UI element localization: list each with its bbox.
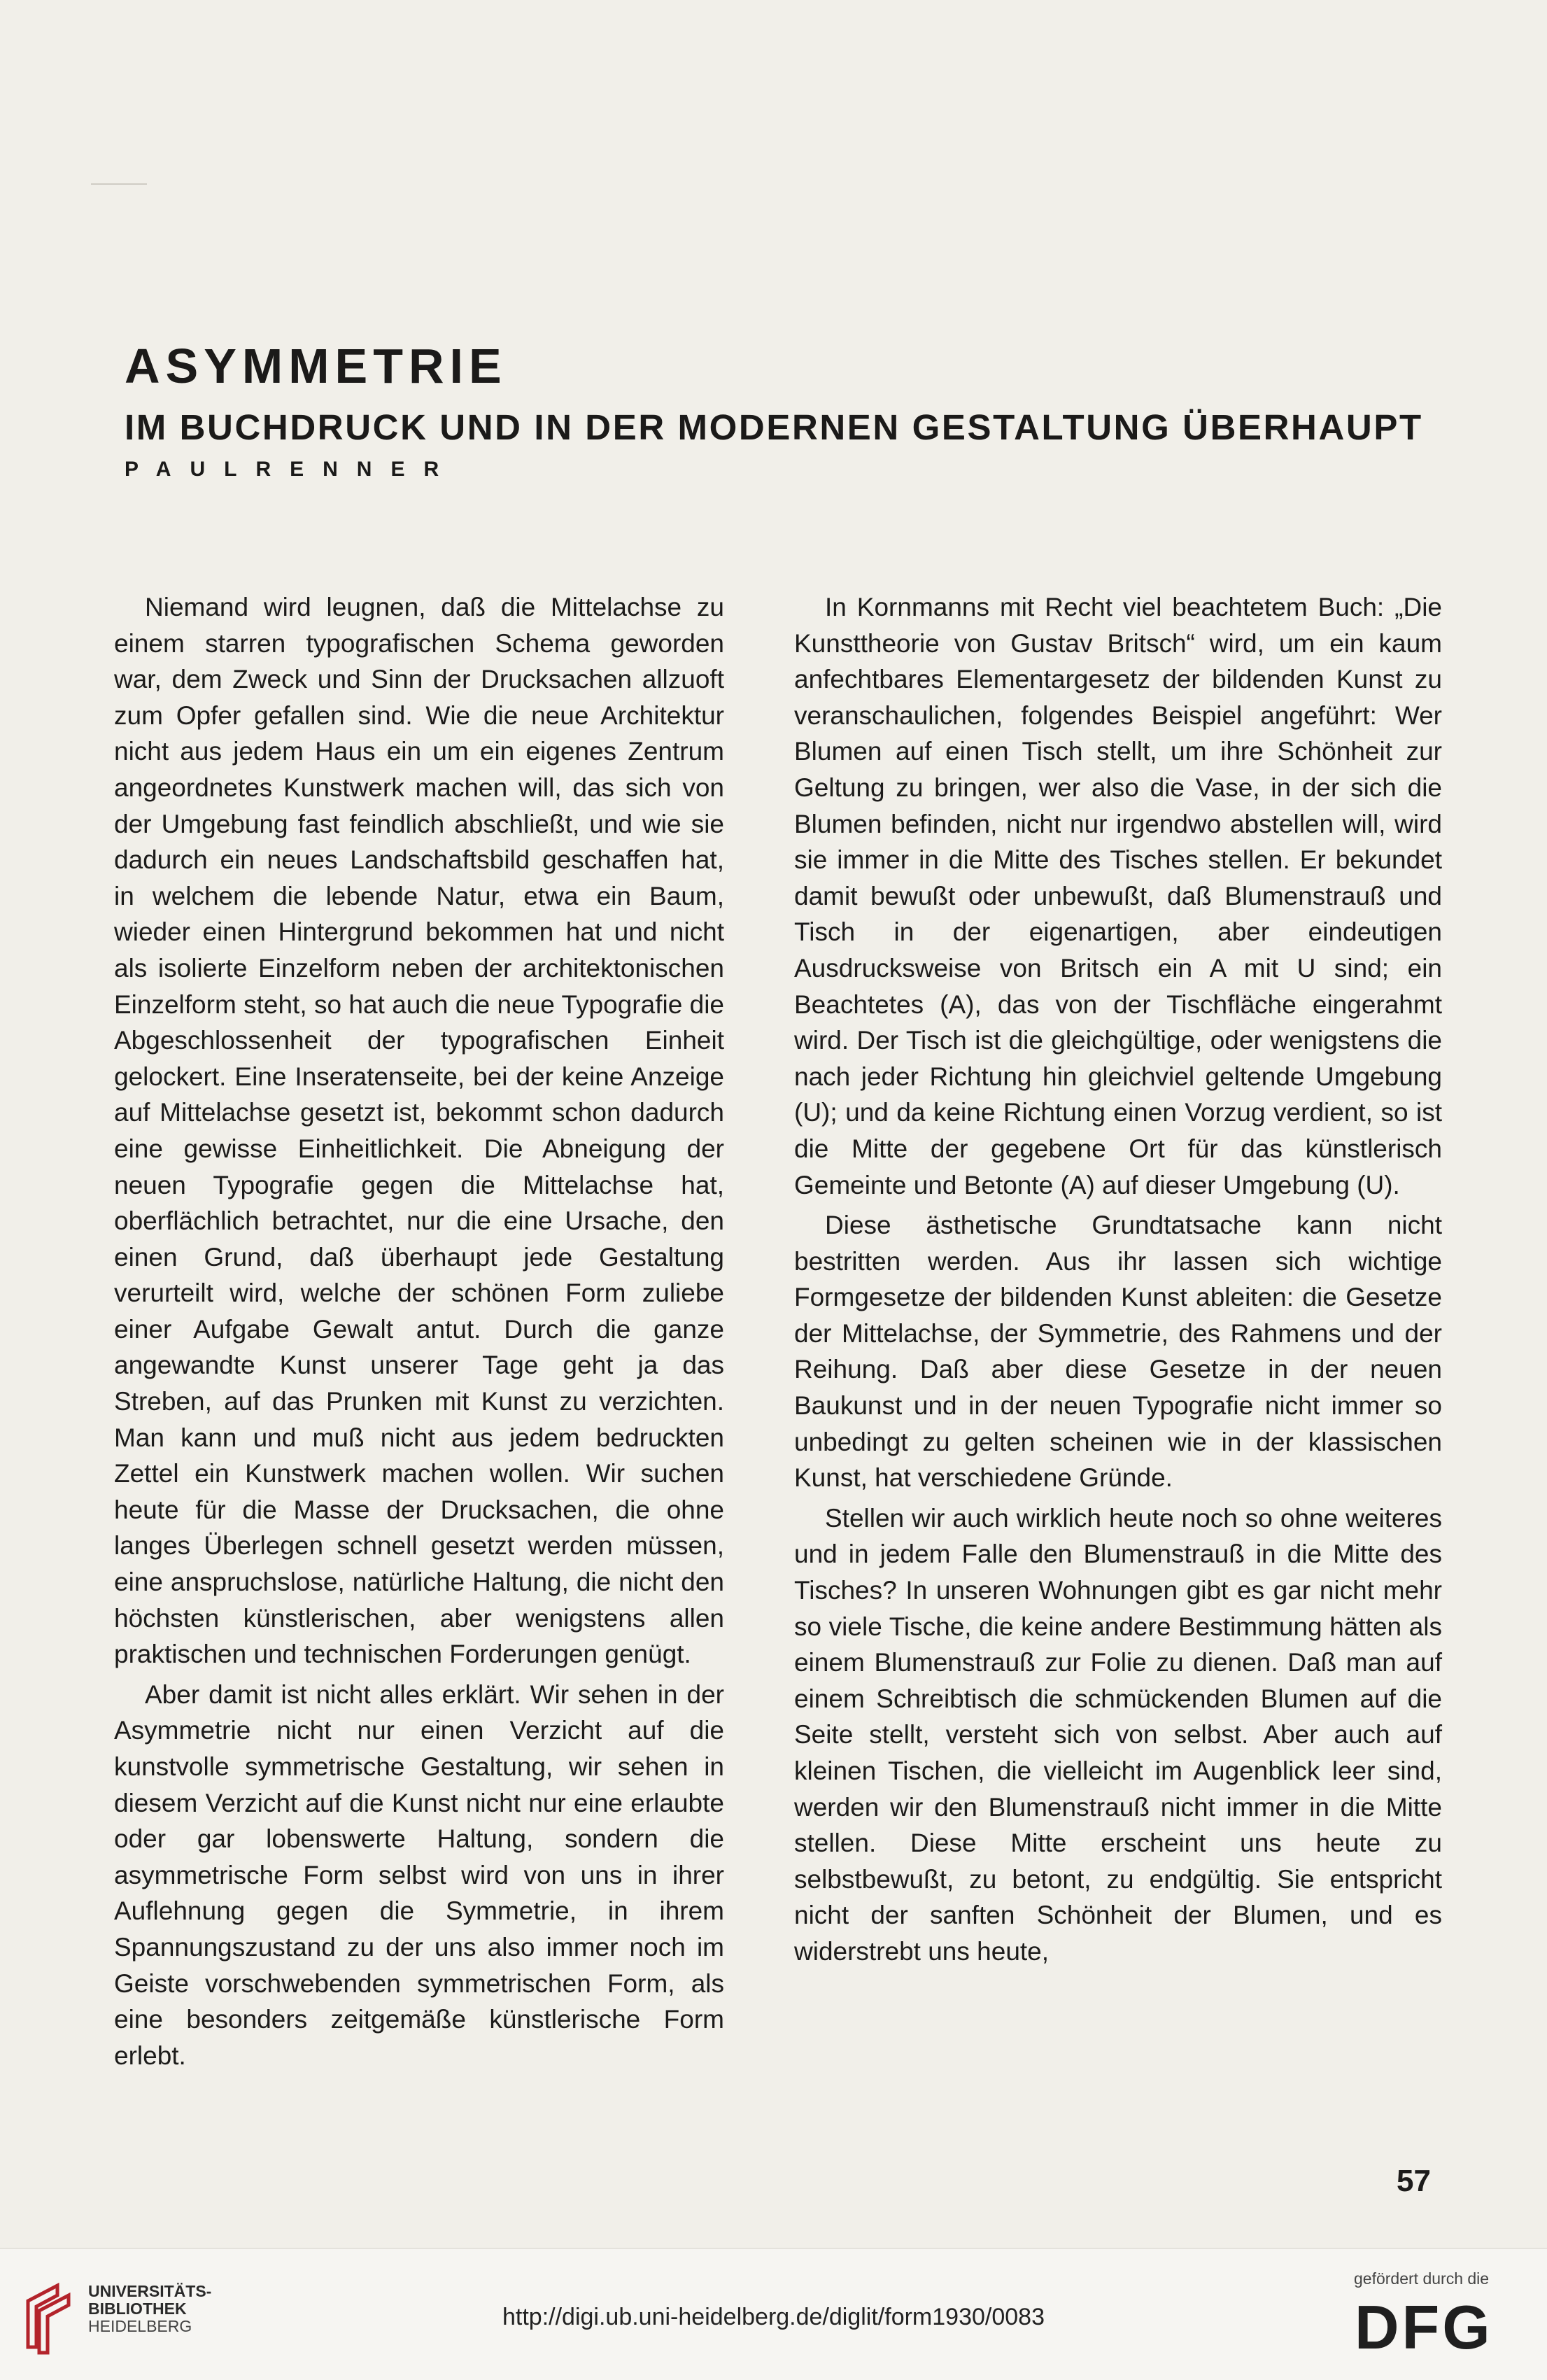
paragraph: Stellen wir auch wirklich heute noch so ohne weiteres und in jedem Falle den Blumenstrauß in die Mitte des Tisches? In unseren Wohnungen gibt es gar nicht mehr so viele Tische, die keine andere Bestimmung hätten als einem Blumenstrauß zur Folie zu dienen. Daß man auf einem Schreibtisch die schmückenden Blumen auf die Seite stellt, versteht sich von selbst. Aber auch auf kleinen Tischen, die vielleicht im Augenblick leer sind, werden wir den Blumenstrauß nicht immer in die Mitte stellen. Diese Mitte erscheint uns heute zu selbstbewußt, zu betont, zu endgültig. Sie entspricht nicht der sanften Schönheit der Blumen, und es widerstrebt uns heute, xyxy=(794,1503,1442,1966)
right-column xyxy=(794,589,1442,1974)
funding-note: gefördert durch die xyxy=(1354,2269,1490,2288)
page-number: 57 xyxy=(1397,2164,1431,2198)
paragraph: Niemand wird leugnen, daß die Mittelachse zu einem starren typografischen Schema geworden war, dem Zweck und Sinn der Drucksachen allzuoft zum Opfer gefallen sind. Wie die neue Architektur nicht aus jedem Haus ein um ein eigenes Zentrum angeordnetes Kunstwerk machen will, das sich von der Umgebung fast feindlich abschließt, und wie sie dadurch ein neues Landschaftsbild geschaffen hat, in welchem die lebende Natur, etwa ein Baum, wieder einen Hintergrund bekommen hat und nicht als isolierte Einzelform neben der architektonischen Einzelform steht, so hat auch die neue Typografie die Abgeschlossenheit der typografischen Einheit gelockert. Eine Inseratenseite, bei der keine Anzeige auf Mittelachse gesetzt ist, bekommt schon dadurch eine gewisse Einheitlichkeit. Die Abneigung der neuen Typografie gegen die Mittelachse hat, oberflächlich betrachtet, nur die eine Ursache, den einen Grund, daß überhaupt jede Gestaltung verurteilt wird, welche der schönen Form zuliebe einer Aufgabe Gewalt antut. Durch die ganze angewandte Kunst unserer Tage geht ja das Streben, auf das Prunken mit Kunst zu verzichten. Man kann und muß nicht aus jedem bedruckten Zettel ein Kunstwerk machen wollen. Wir suchen heute für die Masse der Drucksachen, die ohne langes Überlegen schnell gesetzt werden müssen, eine anspruchslose, natürliche Haltung, die nicht den höchsten künstlerischen, aber wenigstens allen praktischen und technischen Forderungen genügt. xyxy=(114,593,724,1669)
article-author: PAULRENNER xyxy=(125,458,458,481)
article-title: ASYMMETRIE xyxy=(125,339,507,393)
article-subtitle: IM BUCHDRUCK UND IN DER MODERNEN GESTALTUNG ÜBERHAUPT xyxy=(125,407,1423,447)
paragraph: Diese ästhetische Grundtatsache kann nicht bestritten werden. Aus ihr lassen sich wichtige Formgesetze der bildenden Kunst ableiten: die Gesetze der Mittelachse, der Symmetrie, des Rahmens und der Reihung. Daß aber diese Gesetze in der neuen Baukunst und in der neuen Typografie nicht immer so unbedingt zu gelten scheinen wie in der klassischen Kunst, hat verschiedene Gründe. xyxy=(794,1211,1442,1493)
source-url-link[interactable]: http://digi.ub.uni-heidelberg.de/diglit/form1930/0083 xyxy=(502,2304,1045,2330)
dfg-logo: DFG xyxy=(1355,2293,1493,2362)
library-name-line: BIBLIOTHEK xyxy=(88,2300,187,2318)
paragraph: In Kornmanns mit Recht viel beachtetem Buch: „Die Kunsttheorie von Gustav Britsch“ wird, um ein kaum anfechtbares Elementargesetz der bildenden Kunst zu veranschaulichen, folgendes Beispiel angeführt: Wer Blumen auf einen Tisch stellt, um ihre Schönheit zur Geltung zu bringen, wer also die Vase, in der sich die Blumen befinden, nicht nur irgendwo abstellen will, wird sie immer in die Mitte des Tisches stellen. Er bekundet damit bewußt oder unbewußt, daß Blumenstrauß und Tisch in der eigenartigen, aber eindeutigen Ausdrucksweise von Britsch ein A mit U sind; ein Beachtetes (A), das von der Tischfläche eingerahmt wird. Der Tisch ist die gleichgültige, oder wenigstens die nach jeder Richtung hin gleichviel geltende Umgebung (U); und da keine Richtung einen Vorzug verdient, so ist die Mitte der gegebene Ort für das künstlerisch Gemeinte und Betonte (A) auf dieser Umgebung (U). xyxy=(794,593,1442,1199)
library-name-line: UNIVERSITÄTS- xyxy=(88,2282,212,2300)
paragraph: Aber damit ist nicht alles erklärt. Wir sehen in der Asymmetrie nicht nur einen Verzicht auf die kunstvolle symmetrische Gestaltung, wir sehen in diesem Verzicht auf die Kunst nicht nur eine erlaubte oder gar lobenswerte Haltung, sondern die asymmetrische Form selbst wird von uns in ihrer Auflehnung gegen die Symmetrie, in ihrem Spannungszustand zu der uns also immer noch im Geiste vorschwebenden symmetrischen Form, als eine besonders zeitgemäße künstlerische Form erlebt. xyxy=(114,1680,724,2070)
left-column xyxy=(114,589,724,2078)
library-name-line: HEIDELBERG xyxy=(88,2317,192,2335)
scan-mark xyxy=(91,183,147,185)
